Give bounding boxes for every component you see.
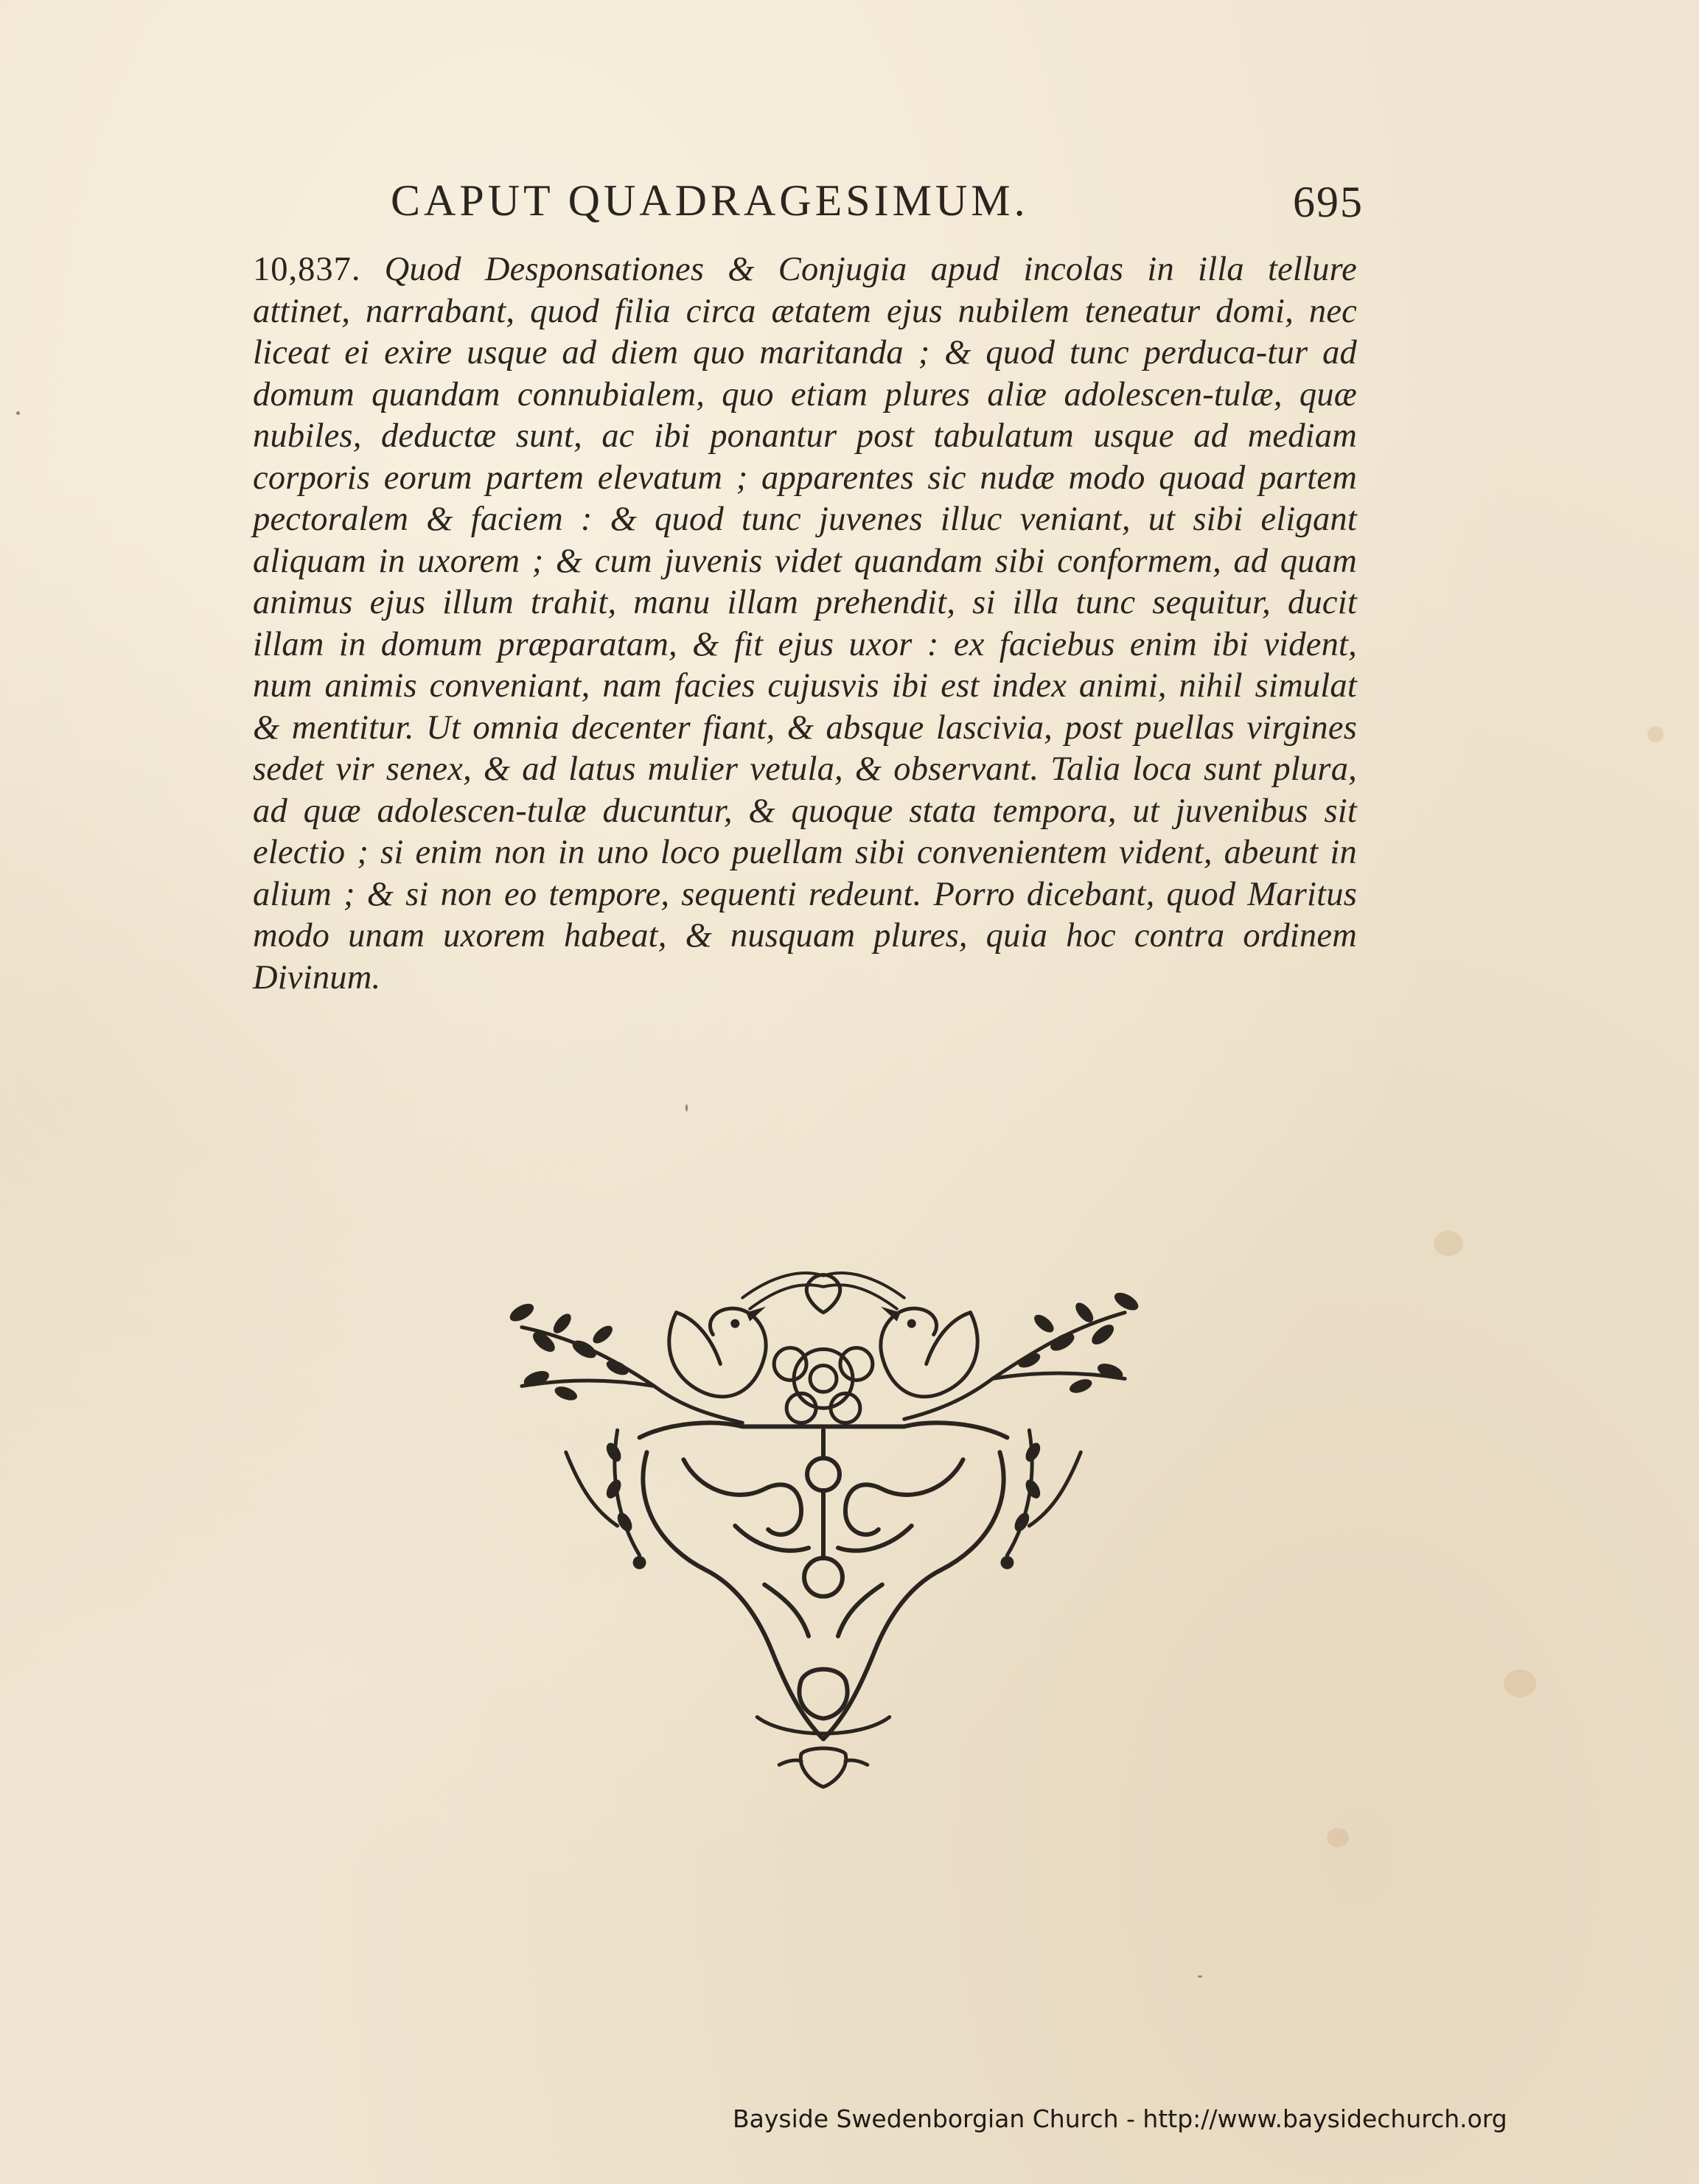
- paper-speck: [1198, 1975, 1202, 1978]
- body-paragraph: [253, 249, 1357, 999]
- paper-stain: [1327, 1828, 1349, 1847]
- running-head: [251, 175, 1364, 234]
- paragraph-number: 10,837.: [253, 251, 361, 288]
- paper-speck: [16, 411, 20, 415]
- watermark-footer: Bayside Swedenborgian Church - http://www.baysidechurch.org: [733, 2104, 1507, 2133]
- paper-stain: [1434, 1231, 1463, 1256]
- paper-stain: [1647, 726, 1664, 742]
- paper-speck: [685, 1104, 688, 1112]
- chapter-title: CAPUT QUADRAGESIMUM.: [391, 176, 1029, 225]
- paper-stain: [1504, 1670, 1536, 1698]
- paragraph-text: Quod Desponsationes & Conjugia apud incolas in illa tellure attinet, narrabant, quod filia circa ætatem ejus nubilem teneatur domi, nec liceat ei exire usque ad diem quo maritanda ; & quod tunc perduca-tur ad domum quandam connubialem, quo etiam plures aliæ adolescen-tulæ, quæ nubiles, deductæ sunt, ac ibi ponantur post tabulatum usque ad mediam corporis eorum partem elevatum ; apparentes sic nudæ modo quoad partem pectoralem & faciem : & quod tunc juvenes illuc veniant, ut sibi eligant aliquam in uxorem ; & cum juvenis videt quandam sibi conformem, ad quam animus ejus illum trahit, manu illam prehendit, si illa tunc sequitur, ducit illam in domum præparatam, & fit ejus uxor : ex faciebus enim ibi vident, num animis conveniant, nam facies cujusvis ibi est index animi, nihil simulat & mentitur. Ut omnia decenter fiant, & absque lascivia, post puellas virgines sedet vir senex, & ad latus mulier vetula, & observant. Talia loca sunt plura, ad quæ adolescen-tulæ ducuntur, & quoque stata tempora, ut juvenibus sit electio ; si enim non in uno loco puellam sibi convenientem vident, abeunt in alium ; & si non eo tempore, sequenti redeunt. Porro dicebant, quod Maritus modo unam uxorem habeat, & nusquam plures, quia hoc contra ordinem Divinum.: [253, 251, 1358, 997]
- floral-tailpiece-with-birds-icon: [492, 1268, 1154, 1799]
- page-number: 695: [1293, 178, 1364, 226]
